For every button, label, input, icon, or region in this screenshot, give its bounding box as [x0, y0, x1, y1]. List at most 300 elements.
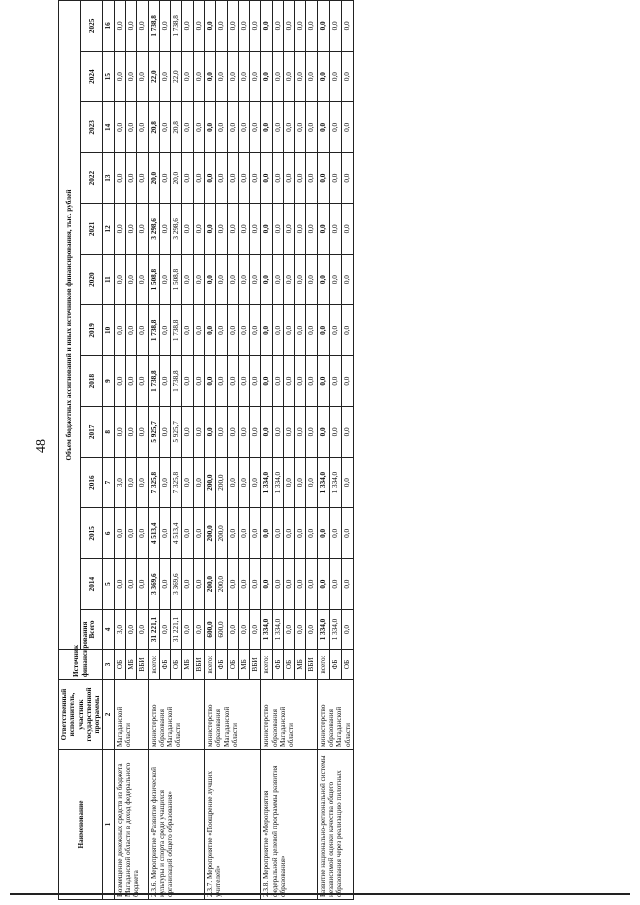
row-year-value: 0,0	[137, 153, 148, 204]
row-year-value: 0,0	[283, 153, 294, 204]
row-year-value: 0,0	[216, 51, 227, 102]
row-year-value: 0,0	[193, 51, 204, 102]
header-year: 2021	[81, 204, 103, 255]
row-year-value: 0,0	[272, 356, 283, 407]
row-total-value: 0,0	[125, 610, 136, 650]
row-year-value: 1 508,8	[171, 254, 182, 305]
row-source: ВБИ	[250, 650, 261, 680]
row-year-value: 0,0	[306, 407, 317, 458]
row-year-value: 0,0	[329, 407, 341, 458]
row-source: ВБИ	[193, 650, 204, 680]
row-year-value: 0,0	[238, 457, 249, 508]
row-year-value: 0,0	[159, 204, 170, 255]
row-name: 2.3.7. Мероприятие «Поощрение лучших учителей»	[204, 750, 260, 900]
row-year-value: 0,0	[114, 508, 125, 559]
row-year-value: 0,0	[125, 305, 136, 356]
column-number: 6	[103, 508, 114, 559]
row-year-value: 0,0	[341, 559, 353, 610]
row-year-value: 0,0	[306, 1, 317, 52]
row-year-value: 1 334,0	[329, 457, 341, 508]
row-source: ОБ	[171, 650, 182, 680]
row-year-value: 0,0	[159, 254, 170, 305]
row-year-value: 200,0	[204, 559, 215, 610]
row-year-value: 0,0	[137, 102, 148, 153]
row-year-value: 1 334,0	[317, 457, 329, 508]
row-year-value: 20,8	[148, 102, 159, 153]
row-year-value: 0,0	[341, 204, 353, 255]
row-year-value: 0,0	[216, 1, 227, 52]
row-year-value: 0,0	[182, 204, 193, 255]
row-year-value: 0,0	[261, 356, 272, 407]
row-year-value: 0,0	[227, 204, 238, 255]
row-source: ФБ	[329, 650, 341, 680]
row-year-value: 0,0	[283, 51, 294, 102]
row-year-value: 0,0	[114, 204, 125, 255]
row-year-value: 0,0	[329, 559, 341, 610]
row-year-value: 0,0	[329, 254, 341, 305]
row-year-value: 0,0	[227, 559, 238, 610]
row-year-value: 0,0	[227, 407, 238, 458]
row-year-value: 0,0	[261, 102, 272, 153]
row-year-value: 0,0	[272, 102, 283, 153]
row-year-value: 0,0	[295, 457, 306, 508]
row-responsible: министерство образования Магаданской области	[204, 680, 260, 750]
row-year-value: 0,0	[182, 457, 193, 508]
row-year-value: 0,0	[193, 407, 204, 458]
row-year-value: 1 738,8	[171, 356, 182, 407]
column-number: 9	[103, 356, 114, 407]
row-year-value: 0,0	[193, 508, 204, 559]
row-year-value: 0,0	[159, 407, 170, 458]
row-year-value: 0,0	[193, 153, 204, 204]
row-year-value: 0,0	[283, 254, 294, 305]
row-total-value: 1 334,0	[317, 610, 329, 650]
row-year-value: 0,0	[295, 254, 306, 305]
row-year-value: 0,0	[204, 153, 215, 204]
header-year: 2023	[81, 102, 103, 153]
header-year: 2020	[81, 254, 103, 305]
row-total-value: 0,0	[159, 610, 170, 650]
row-year-value: 0,0	[341, 407, 353, 458]
row-year-value: 0,0	[216, 102, 227, 153]
row-year-value: 1 334,0	[261, 457, 272, 508]
row-year-value: 0,0	[204, 254, 215, 305]
row-year-value: 0,0	[125, 204, 136, 255]
row-year-value: 0,0	[250, 305, 261, 356]
row-year-value: 0,0	[227, 102, 238, 153]
row-year-value: 0,0	[329, 51, 341, 102]
row-year-value: 0,0	[159, 51, 170, 102]
row-year-value: 0,0	[250, 254, 261, 305]
row-year-value: 0,0	[227, 457, 238, 508]
row-year-value: 0,0	[204, 356, 215, 407]
row-year-value: 20,8	[171, 102, 182, 153]
row-source: ОБ	[227, 650, 238, 680]
row-year-value: 0,0	[306, 204, 317, 255]
row-year-value: 0,0	[317, 559, 329, 610]
row-year-value: 0,0	[306, 305, 317, 356]
row-year-value: 200,0	[216, 457, 227, 508]
row-year-value: 22,0	[171, 51, 182, 102]
row-year-value: 0,0	[125, 1, 136, 52]
row-year-value: 0,0	[283, 102, 294, 153]
row-year-value: 0,0	[193, 254, 204, 305]
row-year-value: 0,0	[295, 1, 306, 52]
row-total-value: 0,0	[306, 610, 317, 650]
row-year-value: 0,0	[182, 356, 193, 407]
row-year-value: 0,0	[272, 1, 283, 52]
row-year-value: 0,0	[137, 51, 148, 102]
column-number: 16	[103, 1, 114, 52]
row-year-value: 3 298,6	[171, 204, 182, 255]
row-year-value: 0,0	[182, 508, 193, 559]
table-row	[317, 1, 329, 900]
row-year-value: 0,0	[306, 254, 317, 305]
header-year: 2022	[81, 153, 103, 204]
row-year-value: 5 925,7	[171, 407, 182, 458]
row-year-value: 200,0	[204, 508, 215, 559]
row-name: 2.3.6. Мероприятие «Развитие физической культуры и спорта среди учащихся организаций общего образования»	[148, 750, 204, 900]
row-year-value: 0,0	[261, 254, 272, 305]
row-year-value: 0,0	[295, 51, 306, 102]
row-year-value: 0,0	[204, 102, 215, 153]
row-year-value: 1 508,8	[148, 254, 159, 305]
row-year-value: 0,0	[204, 407, 215, 458]
row-year-value: 0,0	[238, 51, 249, 102]
row-year-value: 0,0	[204, 51, 215, 102]
row-year-value: 0,0	[238, 508, 249, 559]
row-year-value: 0,0	[216, 305, 227, 356]
row-source: ВБИ	[306, 650, 317, 680]
header-funding: Объем бюджетных ассигнований и иных источников финансирования, тыс. рублей	[59, 1, 81, 650]
row-year-value: 0,0	[238, 102, 249, 153]
column-number: 1	[103, 750, 114, 900]
row-year-value: 0,0	[238, 153, 249, 204]
row-name: Развитие национально-региональной системы независимой оценки качества общего образования через реализацию пилотных	[317, 750, 353, 900]
row-year-value: 0,0	[329, 153, 341, 204]
row-year-value: 0,0	[283, 204, 294, 255]
row-year-value: 0,0	[159, 508, 170, 559]
row-responsible: министерство образования Магаданской области	[317, 680, 353, 750]
table-row	[261, 1, 272, 900]
row-year-value: 0,0	[295, 305, 306, 356]
row-year-value: 0,0	[272, 153, 283, 204]
row-year-value: 0,0	[125, 153, 136, 204]
row-total-value: 1 334,0	[272, 610, 283, 650]
row-total-value: 31 221,1	[171, 610, 182, 650]
row-total-value: 0,0	[341, 610, 353, 650]
row-year-value: 0,0	[238, 305, 249, 356]
row-year-value: 0,0	[261, 559, 272, 610]
row-year-value: 0,0	[182, 1, 193, 52]
row-year-value: 0,0	[283, 407, 294, 458]
row-responsible: министерство образования Магаданской области	[261, 680, 317, 750]
row-year-value: 0,0	[204, 305, 215, 356]
row-year-value: 0,0	[125, 407, 136, 458]
header-year: 2014	[81, 559, 103, 610]
row-total-value: 3,0	[114, 610, 125, 650]
header-year: 2016	[81, 457, 103, 508]
row-year-value: 0,0	[114, 305, 125, 356]
row-source: всего:	[148, 650, 159, 680]
row-year-value: 0,0	[227, 305, 238, 356]
row-total-value: 0,0	[193, 610, 204, 650]
row-name: Возмещение денежных средств из бюджета Магаданской области в доход федерального бюджета	[114, 750, 148, 900]
row-year-value: 0,0	[227, 1, 238, 52]
column-number: 14	[103, 102, 114, 153]
row-year-value: 0,0	[159, 559, 170, 610]
row-source: МБ	[125, 650, 136, 680]
row-year-value: 0,0	[159, 102, 170, 153]
row-year-value: 0,0	[159, 1, 170, 52]
row-source: всего:	[261, 650, 272, 680]
row-year-value: 22,0	[148, 51, 159, 102]
row-year-value: 0,0	[341, 51, 353, 102]
row-name: 2.3.8. Мероприятие «Мероприятия федеральной целевой программы развития образования»	[261, 750, 317, 900]
row-year-value: 0,0	[283, 356, 294, 407]
funding-table	[58, 0, 354, 900]
row-year-value: 0,0	[317, 356, 329, 407]
row-source: ФБ	[272, 650, 283, 680]
row-year-value: 0,0	[306, 153, 317, 204]
row-year-value: 0,0	[125, 102, 136, 153]
row-year-value: 7 325,8	[171, 457, 182, 508]
row-source: МБ	[238, 650, 249, 680]
row-year-value: 0,0	[295, 407, 306, 458]
row-year-value: 0,0	[238, 356, 249, 407]
row-year-value: 0,0	[182, 559, 193, 610]
row-year-value: 0,0	[250, 559, 261, 610]
row-year-value: 0,0	[227, 356, 238, 407]
header-name: Наименование	[59, 750, 103, 900]
row-year-value: 0,0	[182, 102, 193, 153]
row-year-value: 0,0	[204, 1, 215, 52]
row-total-value: 0,0	[227, 610, 238, 650]
row-year-value: 0,0	[317, 407, 329, 458]
row-year-value: 0,0	[272, 407, 283, 458]
row-source: ОБ	[341, 650, 353, 680]
row-year-value: 0,0	[317, 1, 329, 52]
row-year-value: 0,0	[238, 254, 249, 305]
row-year-value: 0,0	[306, 457, 317, 508]
header-year: 2017	[81, 407, 103, 458]
row-year-value: 0,0	[137, 204, 148, 255]
header-responsible: Ответственный исполнитель, участник государственной программы	[59, 680, 103, 750]
column-number: 2	[103, 680, 114, 750]
row-year-value: 0,0	[159, 356, 170, 407]
row-year-value: 0,0	[261, 508, 272, 559]
row-year-value: 0,0	[250, 407, 261, 458]
row-year-value: 0,0	[329, 356, 341, 407]
row-year-value: 0,0	[272, 508, 283, 559]
row-year-value: 0,0	[272, 51, 283, 102]
row-year-value: 20,0	[148, 153, 159, 204]
row-year-value: 0,0	[261, 305, 272, 356]
row-year-value: 0,0	[216, 356, 227, 407]
row-year-value: 0,0	[193, 1, 204, 52]
row-year-value: 3,0	[114, 457, 125, 508]
row-year-value: 0,0	[295, 102, 306, 153]
row-total-value: 0,0	[295, 610, 306, 650]
row-year-value: 0,0	[182, 407, 193, 458]
row-source: МБ	[182, 650, 193, 680]
row-year-value: 0,0	[227, 153, 238, 204]
row-year-value: 0,0	[250, 153, 261, 204]
column-number: 12	[103, 204, 114, 255]
row-year-value: 0,0	[216, 407, 227, 458]
row-year-value: 0,0	[261, 51, 272, 102]
row-year-value: 1 738,8	[171, 305, 182, 356]
row-year-value: 0,0	[341, 254, 353, 305]
rotated-table-container	[58, 0, 618, 900]
row-year-value: 0,0	[306, 356, 317, 407]
row-year-value: 3 298,6	[148, 204, 159, 255]
row-year-value: 0,0	[341, 508, 353, 559]
row-year-value: 0,0	[182, 254, 193, 305]
table-row	[204, 1, 215, 900]
row-year-value: 0,0	[317, 51, 329, 102]
row-source: ОБ	[283, 650, 294, 680]
row-year-value: 0,0	[295, 508, 306, 559]
row-year-value: 0,0	[341, 1, 353, 52]
row-year-value: 0,0	[295, 356, 306, 407]
page-number: 48	[34, 439, 49, 453]
row-year-value: 0,0	[306, 508, 317, 559]
header-year: 2024	[81, 51, 103, 102]
column-number: 13	[103, 153, 114, 204]
row-year-value: 0,0	[306, 51, 317, 102]
row-total-value: 1 334,0	[329, 610, 341, 650]
row-year-value: 0,0	[114, 356, 125, 407]
row-year-value: 0,0	[283, 457, 294, 508]
row-year-value: 1 738,8	[148, 356, 159, 407]
header-year: 2019	[81, 305, 103, 356]
header-year: 2025	[81, 1, 103, 52]
row-year-value: 1 738,8	[171, 1, 182, 52]
row-year-value: 0,0	[216, 254, 227, 305]
row-total-value: 31 221,1	[148, 610, 159, 650]
row-year-value: 0,0	[227, 51, 238, 102]
row-year-value: 0,0	[283, 305, 294, 356]
row-year-value: 0,0	[238, 204, 249, 255]
bottom-rule	[10, 893, 630, 895]
row-year-value: 0,0	[137, 559, 148, 610]
row-year-value: 0,0	[182, 153, 193, 204]
row-year-value: 0,0	[250, 356, 261, 407]
row-year-value: 0,0	[114, 1, 125, 52]
row-year-value: 0,0	[317, 254, 329, 305]
row-year-value: 0,0	[317, 508, 329, 559]
row-year-value: 0,0	[238, 559, 249, 610]
column-number: 5	[103, 559, 114, 610]
row-year-value: 0,0	[261, 153, 272, 204]
row-total-value: 600,0	[204, 610, 215, 650]
row-year-value: 0,0	[329, 508, 341, 559]
row-year-value: 0,0	[114, 407, 125, 458]
row-total-value: 0,0	[137, 610, 148, 650]
row-year-value: 0,0	[125, 508, 136, 559]
row-year-value: 0,0	[125, 356, 136, 407]
row-year-value: 7 325,8	[148, 457, 159, 508]
header-total: Всего	[81, 610, 103, 650]
row-total-value: 1 334,0	[261, 610, 272, 650]
row-year-value: 0,0	[114, 559, 125, 610]
row-year-value: 0,0	[238, 1, 249, 52]
row-source: всего:	[317, 650, 329, 680]
column-number: 3	[103, 650, 114, 680]
row-year-value: 0,0	[306, 559, 317, 610]
row-year-value: 0,0	[283, 508, 294, 559]
row-year-value: 0,0	[329, 204, 341, 255]
row-year-value: 0,0	[295, 559, 306, 610]
row-year-value: 0,0	[272, 559, 283, 610]
row-year-value: 0,0	[341, 153, 353, 204]
column-number: 15	[103, 51, 114, 102]
row-year-value: 0,0	[182, 51, 193, 102]
row-year-value: 0,0	[283, 559, 294, 610]
column-number: 4	[103, 610, 114, 650]
row-year-value: 1 738,8	[148, 1, 159, 52]
row-year-value: 0,0	[137, 508, 148, 559]
row-year-value: 0,0	[317, 305, 329, 356]
row-year-value: 0,0	[261, 204, 272, 255]
row-total-value: 0,0	[182, 610, 193, 650]
row-year-value: 0,0	[125, 254, 136, 305]
row-source: ФБ	[159, 650, 170, 680]
row-year-value: 0,0	[272, 254, 283, 305]
row-source: всего:	[204, 650, 215, 680]
row-year-value: 1 334,0	[272, 457, 283, 508]
row-year-value: 0,0	[227, 508, 238, 559]
row-year-value: 0,0	[250, 457, 261, 508]
header-year: 2015	[81, 508, 103, 559]
row-year-value: 0,0	[329, 305, 341, 356]
row-total-value: 600,0	[216, 610, 227, 650]
row-year-value: 0,0	[204, 204, 215, 255]
row-responsible: Магаданской области	[114, 680, 148, 750]
row-year-value: 0,0	[114, 102, 125, 153]
row-year-value: 20,0	[171, 153, 182, 204]
row-year-value: 0,0	[250, 508, 261, 559]
column-number: 11	[103, 254, 114, 305]
row-total-value: 0,0	[250, 610, 261, 650]
row-year-value: 0,0	[125, 559, 136, 610]
row-year-value: 0,0	[261, 1, 272, 52]
row-year-value: 3 369,6	[148, 559, 159, 610]
row-year-value: 0,0	[182, 305, 193, 356]
header-year: 2018	[81, 356, 103, 407]
row-year-value: 200,0	[204, 457, 215, 508]
row-year-value: 0,0	[137, 1, 148, 52]
row-source: МБ	[295, 650, 306, 680]
row-year-value: 0,0	[272, 204, 283, 255]
row-year-value: 0,0	[216, 153, 227, 204]
row-year-value: 3 369,6	[171, 559, 182, 610]
row-year-value: 0,0	[125, 51, 136, 102]
row-year-value: 0,0	[250, 1, 261, 52]
row-year-value: 0,0	[341, 305, 353, 356]
row-year-value: 0,0	[193, 204, 204, 255]
row-year-value: 0,0	[159, 153, 170, 204]
row-year-value: 0,0	[137, 254, 148, 305]
row-year-value: 0,0	[250, 204, 261, 255]
row-year-value: 0,0	[159, 457, 170, 508]
row-year-value: 0,0	[238, 407, 249, 458]
row-year-value: 200,0	[216, 559, 227, 610]
row-source: ВБИ	[137, 650, 148, 680]
table-row	[114, 1, 125, 900]
row-year-value: 0,0	[125, 457, 136, 508]
